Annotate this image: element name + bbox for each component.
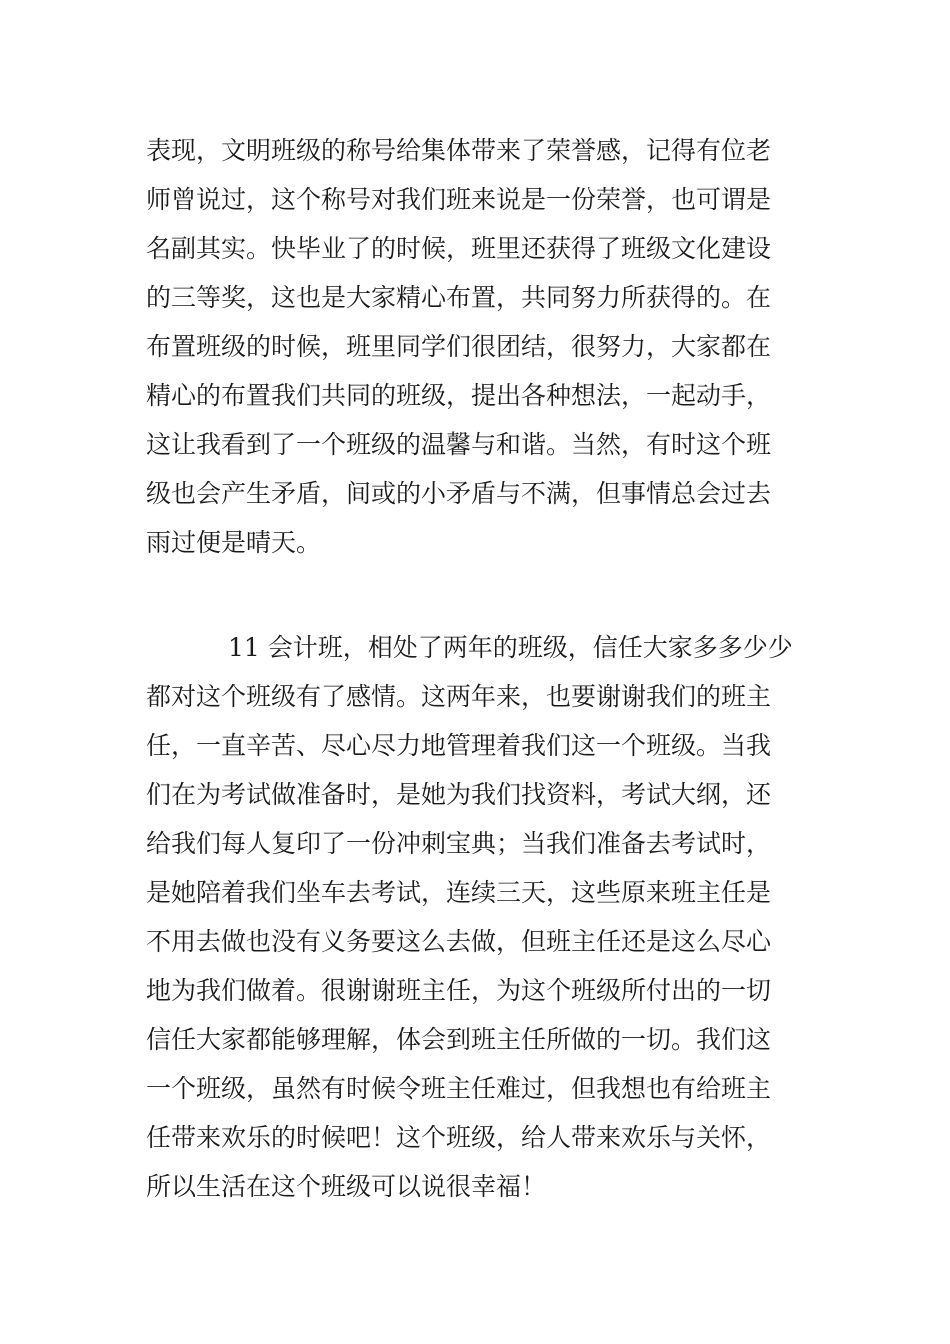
text-line: 雨过便是晴天。 <box>146 528 322 557</box>
text-line: 名副其实。快毕业了的时候，班里还获得了班级文化建设 <box>146 234 772 263</box>
text-line: 任带来欢乐的时候吧！这个班级，给人带来欢乐与关怀， <box>146 1123 772 1152</box>
text-line: 一个班级，虽然有时候令班主任难过，但我想也有给班主 <box>146 1074 772 1103</box>
paragraph-2 <box>146 623 812 1211</box>
text-line: 的三等奖，这也是大家精心布置，共同努力所获得的。在 <box>146 283 772 312</box>
text-line: 精心的布置我们共同的班级，提出各种想法，一起动手， <box>146 381 772 410</box>
text-line: 级也会产生矛盾，间或的小矛盾与不满，但事情总会过去 <box>146 479 772 508</box>
text-line: 都对这个班级有了感情。这两年来，也要谢谢我们的班主 <box>146 682 772 711</box>
text-line: 这让我看到了一个班级的温馨与和谐。当然，有时这个班 <box>146 430 772 459</box>
text-line: 11 会计班，相处了两年的班级，信任大家多多少少 <box>228 633 793 662</box>
text-line: 不用去做也没有义务要这么去做，但班主任还是这么尽心 <box>146 927 772 956</box>
text-line: 地为我们做着。很谢谢班主任，为这个班级所付出的一切 <box>146 976 772 1005</box>
text-line: 信任大家都能够理解，体会到班主任所做的一切。我们这 <box>146 1025 772 1054</box>
text-line: 布置班级的时候，班里同学们很团结，很努力，大家都在 <box>146 332 772 361</box>
text-line: 所以生活在这个班级可以说很幸福！ <box>146 1172 547 1201</box>
text-line: 给我们每人复印了一份冲刺宝典；当我们准备去考试时， <box>146 829 772 858</box>
text-line: 表现，文明班级的称号给集体带来了荣誉感，记得有位老 <box>146 136 772 165</box>
text-line: 们在为考试做准备时，是她为我们找资料，考试大纲，还 <box>146 780 772 809</box>
paragraph-1 <box>146 126 812 567</box>
text-line: 是她陪着我们坐车去考试，连续三天，这些原来班主任是 <box>146 878 772 907</box>
text-line: 师曾说过，这个称号对我们班来说是一份荣誉，也可谓是 <box>146 185 772 214</box>
text-line: 任，一直辛苦、尽心尽力地管理着我们这一个班级。当我 <box>146 731 772 760</box>
